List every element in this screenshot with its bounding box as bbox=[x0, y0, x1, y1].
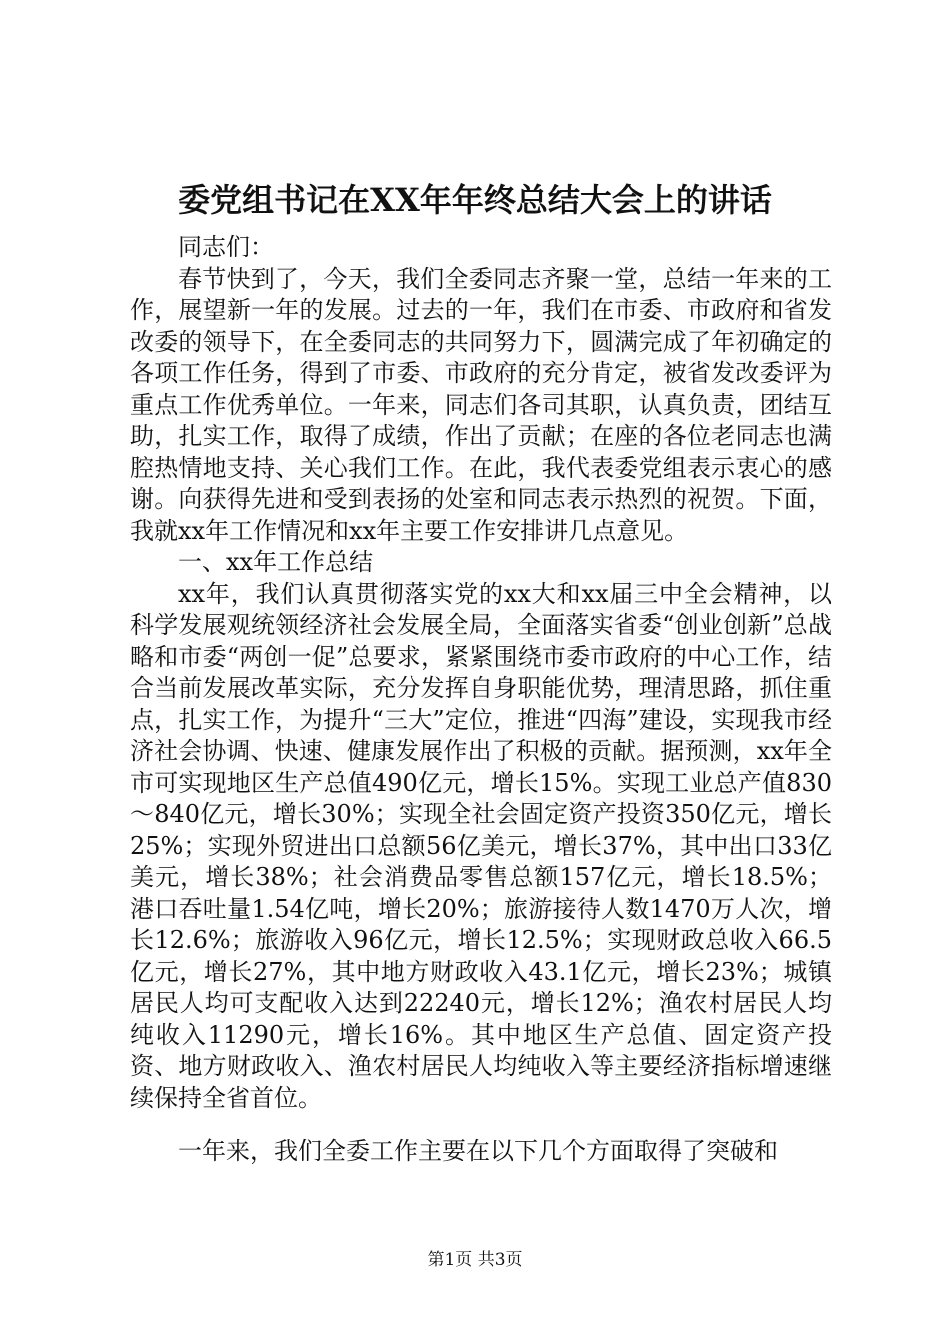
section-heading: 一、xx年工作总结 bbox=[178, 548, 374, 576]
paragraph-summary: xx年，我们认真贯彻落实党的xx大和xx届三中全会精神，以科学发展观统领经济社会发展全局，全面落实省委“创业创新”总战略和市委“两创一促”总要求，紧紧围绕市委市政府的中心工作，结合当前发展改革实际，充分发挥自身职能优势，理清思路，抓住重点，扎实工作，为提升“三大”定位，推进“四海”建设，实现我市经济社会协调、快速、健康发展作出了积极的贡献。据预测，xx年全市可实现地区生产总值490亿元，增长15%。实现工业总产值830～840亿元，增长30%；实现全社会固定资产投资350亿元，增长25%；实现外贸进出口总额56亿美元，增长37%，其中出口33亿美元，增长38%；社会消费品零售总额157亿元，增长18.5%；港口吞吐量1.54亿吨，增长20%；旅游接待人数1470万人次，增长12.6%；旅游收入96亿元，增长12.5%；实现财政总收入66.5亿元，增长27%，其中地方财政收入43.1亿元，增长23%；城镇居民人均可支配收入达到22240元，增长12%；渔农村居民人均纯收入11290元，增长16%。其中地区生产总值、固定资产投资、地方财政收入、渔农村居民人均纯收入等主要经济指标增速继续保持全省首位。 bbox=[130, 579, 832, 1112]
document-body bbox=[130, 232, 832, 1168]
paragraph-intro: 春节快到了，今天，我们全委同志齐聚一堂，总结一年来的工作，展望新一年的发展。过去的一年，我们在市委、市政府和省发改委的领导下，在全委同志的共同努力下，圆满完成了年初确定的各项工作任务，得到了市委、市政府的充分肯定，被省发改委评为重点工作优秀单位。一年来，同志们各司其职，认真负责，团结互助，扎实工作，取得了成绩，作出了贡献；在座的各位老同志也满腔热情地支持、关心我们工作。在此，我代表委党组表示衷心的感谢。向获得先进和受到表扬的处室和同志表示热烈的祝贺。下面，我就xx年工作情况和xx年主要工作安排讲几点意见。 bbox=[130, 264, 832, 545]
salutation: 同志们： bbox=[178, 233, 274, 261]
page-indicator: 第1页 共3页 bbox=[427, 1250, 523, 1270]
paragraph-achievements: 一年来，我们全委工作主要在以下几个方面取得了突破和 bbox=[178, 1137, 778, 1165]
document-title: 委党组书记在XX年年终总结大会上的讲话 bbox=[178, 181, 772, 219]
